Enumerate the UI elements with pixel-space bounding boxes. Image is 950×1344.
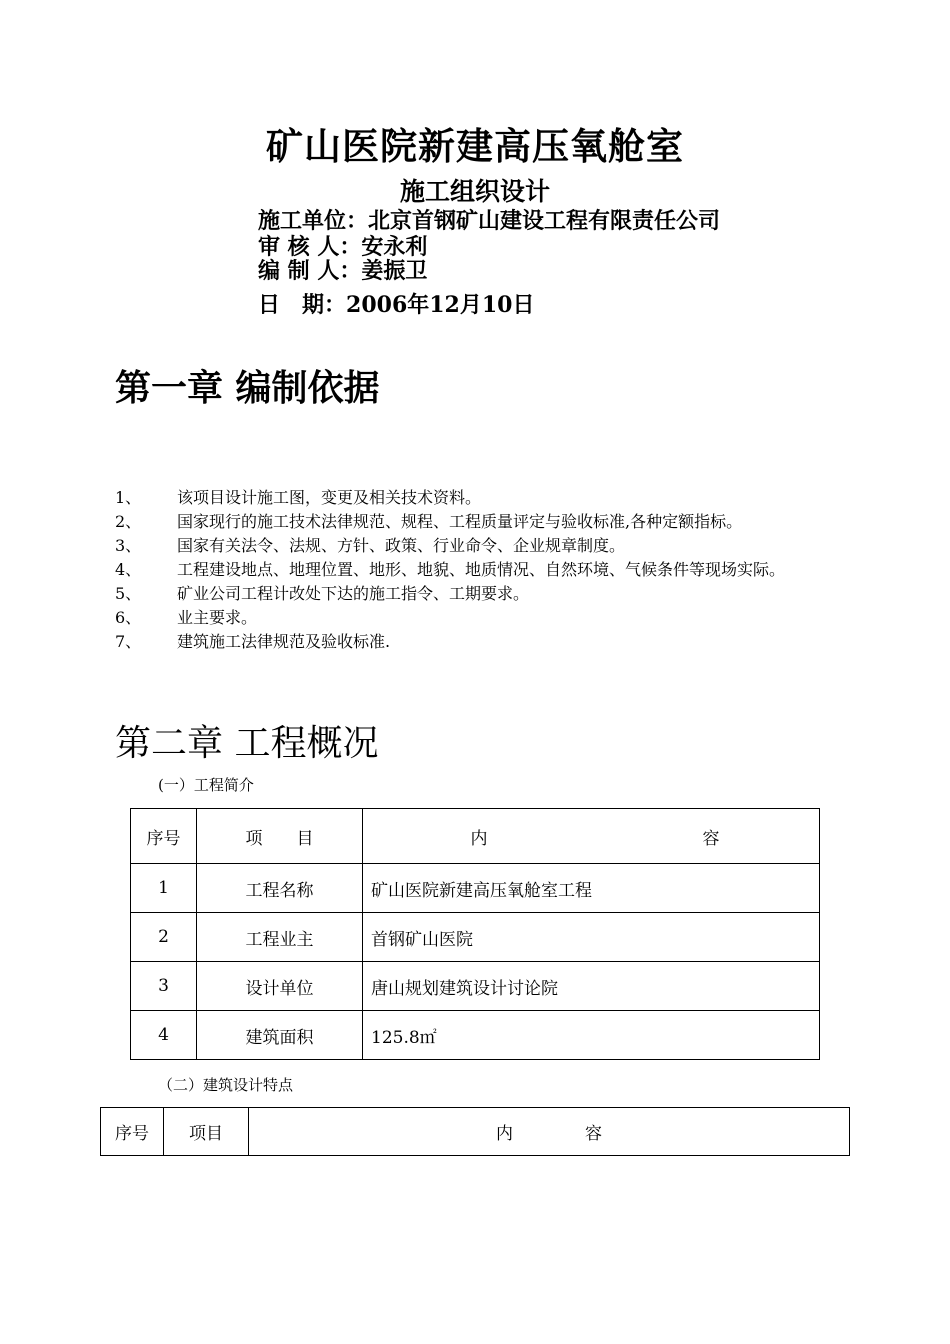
basis-list [115,486,815,654]
header-no: 序号 [131,809,197,864]
list-item: 7、 建筑施工法律规范及验收标准. [115,632,391,651]
list-item: 1、 该项目设计施工图，变更及相关技术资料。 [115,488,482,507]
construction-unit-value: 北京首钢矿山建设工程有限责任公司 [368,208,721,234]
table-row: 2 工程业主 首钢矿山医院 [131,913,820,962]
list-item: 6、 业主要求。 [115,608,258,627]
list-item: 4、 工程建设地点、地理位置、地形、地貌、地质情况、自然环境、气候条件等现场实际。 [115,560,786,579]
reviewer-value: 安永利 [361,234,428,260]
document-subtitle: 施工组织设计 [399,177,550,206]
date-label: 日 期： [258,292,347,318]
table-row: 3 设计单位 唐山规划建筑设计讨论院 [131,962,820,1011]
header-item: 项目 [164,1108,249,1156]
document-title: 矿山医院新建高压氧舱室 [266,124,684,168]
table-header-row [131,809,820,864]
construction-unit-label: 施工单位： [258,208,369,234]
design-features-table [100,1107,850,1156]
chapter1-heading: 第一章 编制依据 [115,367,380,409]
reviewer [258,234,427,260]
list-item: 2、 国家现行的施工技术法律规范、规程、工程质量评定与验收标准,各种定额指标。 [115,512,743,531]
list-item: 5、 矿业公司工程计改处下达的施工指令、工期要求。 [115,584,530,603]
project-overview-table [130,808,820,1060]
reviewer-label: 审 核 人： [258,234,362,260]
editor-label: 编 制 人： [258,258,362,284]
header-content: 内 容 [249,1108,850,1156]
header-content: 内 容 [363,809,820,864]
header-item: 项 目 [197,809,363,864]
editor-value: 姜振卫 [361,258,428,284]
header-no: 序号 [101,1108,164,1156]
chapter2-heading: 第二章 工程概况 [115,723,379,764]
table-header-row [101,1108,850,1156]
section-design-features: （二）建筑设计特点 [158,1076,294,1094]
construction-unit [258,208,720,234]
date-value: 2006年12月10日 [346,292,535,318]
table-row: 1 工程名称 矿山医院新建高压氧舱室工程 [131,864,820,913]
list-item: 3、 国家有关法令、法规、方针、政策、行业命令、企业规章制度。 [115,536,626,555]
editor [258,258,427,284]
date [258,292,534,318]
table-row: 4 建筑面积 125.8㎡ [131,1011,820,1060]
section-project-intro: (一）工程简介 [158,776,254,794]
